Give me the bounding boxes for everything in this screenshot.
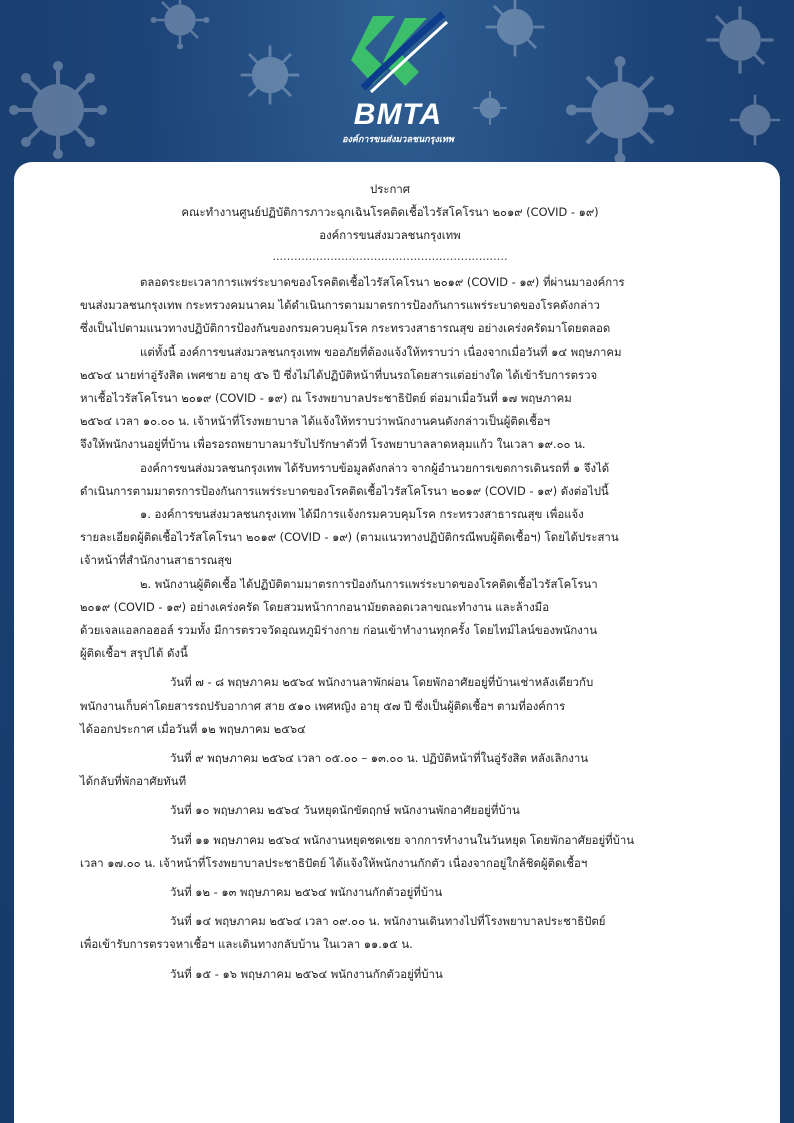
body-paragraph [80,271,700,341]
paragraph-line: หาเชื้อไวรัสโคโรนา ๒๐๑๙ (COVID - ๑๙) ณ โรงพยาบาลประชาธิปัตย์ ต่อมาเมื่อวันที่ ๑๗ พฤษภาคม [80,391,572,406]
timeline-line: ได้ออกประกาศ เมื่อวันที่ ๑๒ พฤษภาคม ๒๕๖๔ [80,721,306,736]
timeline-line: ได้กลับที่พักอาศัยทันที [80,774,187,789]
timeline-entry [80,747,700,793]
timeline-line: วันที่ ๑๐ พฤษภาคม ๒๕๖๔ วันหยุดนักขัตฤกษ์ พนักงานพักอาศัยอยู่ที่บ้าน [170,803,520,818]
paragraph-line: จึงให้พนักงานอยู่ที่บ้าน เพื่อรอรถพยาบาลมารับไปรักษาตัวที่ โรงพยาบาลลาดหลุมแก้ว ในเวลา ๑๙.๐๐ น. [80,437,586,452]
paragraph-line: เจ้าหน้าที่สำนักงานสาธารณสุข [80,553,233,568]
timeline-line: เพื่อเข้ารับการตรวจหาเชื้อฯ และเดินทางกลับบ้าน ในเวลา ๑๑.๑๕ น. [80,937,413,952]
virus-decoration-icon [480,0,550,62]
paragraph-line: องค์การขนส่งมวลชนกรุงเทพ ได้รับทราบข้อมูลดังกล่าว จากผู้อำนวยการเขตการเดินรถที่ ๑ จึงได้ [140,460,610,475]
body-paragraph [80,503,700,573]
virus-decoration-icon [470,88,510,128]
timeline-line: วันที่ ๑๔ พฤษภาคม ๒๕๖๔ เวลา ๐๙.๐๐ น. พนักงานเดินทางไปที่โรงพยาบาลประชาธิปัตย์ [170,914,606,929]
bmta-logo-mark-icon [343,8,453,98]
paragraph-line: ดำเนินการตามมาตรการป้องกันการแพร่ระบาดของโรคติดเชื้อไวรัสโคโรนา ๒๐๑๙ (COVID - ๑๙) ดังต่อไปนี้ [80,483,609,498]
timeline-entry [80,881,700,904]
paragraph-line: ผู้ติดเชื้อฯ สรุปได้ ดังนี้ [80,646,188,661]
timeline-entry [80,829,700,875]
virus-decoration-icon [235,40,305,110]
body-paragraphs [80,271,700,665]
virus-decoration-icon [150,0,210,50]
paragraph-line: ขนส่งมวลชนกรุงเทพ กระทรวงคมนาคม ได้ดำเนินการตามมาตรการป้องกันการแพร่ระบาดของโรคดังกล่าว [80,298,600,313]
paragraph-line: รายละเอียดผู้ติดเชื้อไวรัสโคโรนา ๒๐๑๙ (COVID - ๑๙) (ตามแนวทางปฏิบัติกรณีพบผู้ติดเชื้อฯ) โดยได้ประสาน [80,530,619,545]
body-paragraph [80,341,700,457]
timeline-entry [80,910,700,956]
timeline-entry [80,799,700,822]
virus-decoration-icon [8,60,108,160]
paragraph-line: ๒. พนักงานผู้ติดเชื้อ ได้ปฏิบัติตามมาตรการป้องกันการแพร่ระบาดของโรคติดเชื้อไวรัสโคโรนา [140,576,598,591]
timeline-line: วันที่ ๑๕ - ๑๖ พฤษภาคม ๒๕๖๔ พนักงานกักตัวอยู่ที่บ้าน [170,966,443,981]
paragraph-line: แต่ทั้งนี้ องค์การขนส่งมวลชนกรุงเทพ ขออภัยที่ต้องแจ้งให้ทราบว่า เนื่องจากเมื่อวันที่ ๑๔ พฤษภาคม [140,344,622,359]
timeline-line: พนักงานเก็บค่าโดยสารรถปรับอากาศ สาย ๕๑๐ เพศหญิง อายุ ๕๗ ปี ซึ่งเป็นผู้ติดเชื้อฯ ตามที่องค์การ [80,698,566,713]
timeline-line: วันที่ ๗ - ๘ พฤษภาคม ๒๕๖๔ พนักงานลาพักผ่อน โดยพักอาศัยอยู่ที่บ้านเช่าหลังเดียวกับ [170,675,594,690]
announcement-subtitle: คณะทำงานศูนย์ปฏิบัติการภาวะฉุกเฉินโรคติดเชื้อไวรัสโคโรนา ๒๐๑๙ (COVID - ๑๙) [181,205,599,219]
paragraph-line: ตลอดระยะเวลาการแพร่ระบาดของโรคติดเชื้อไวรัสโคโรนา ๒๐๑๙ (COVID - ๑๙) ที่ผ่านมาองค์การ [140,275,625,289]
announcement-content [80,178,700,986]
timeline-list [80,671,700,985]
paragraph-line: ๒๕๖๔ เวลา ๑๐.๐๐ น. เจ้าหน้าที่โรงพยาบาล ได้แจ้งให้ทราบว่าพนักงานคนดังกล่าวเป็นผู้ติดเชื้อฯ [80,414,551,429]
virus-decoration-icon [725,90,785,150]
announcement-title: ประกาศ [370,182,410,196]
timeline-entry [80,963,700,986]
bmta-logo [338,8,458,148]
virus-decoration-icon [565,55,675,165]
paragraph-line: ๑. องค์การขนส่งมวลชนกรุงเทพ ได้มีการแจ้งกรมควบคุมโรค กระทรวงสาธารณสุข เพื่อแจ้ง [140,507,584,522]
timeline-line: วันที่ ๙ พฤษภาคม ๒๕๖๔ เวลา ๐๕.๐๐ – ๑๓.๐๐ น. ปฏิบัติหน้าที่ในอู่รังสิต หลังเลิกงาน [170,751,589,766]
logo-subtitle: องค์การขนส่งมวลชนกรุงเทพ [342,135,454,145]
paragraph-line: ด้วยเจลแอลกอฮอล์ รวมทั้ง มีการตรวจวัดอุณหภูมิร่างกาย ก่อนเข้าทำงานทุกครั้ง โดยไทม์ไลน์ของพนักงาน [80,623,598,638]
body-paragraph [80,573,700,666]
paragraph-line: ซึ่งเป็นไปตามแนวทางปฏิบัติการป้องกันของกรมควบคุมโรค กระทรวงสาธารณสุข อย่างเคร่งครัดมาโดยตลอด [80,321,611,336]
body-paragraph [80,457,700,503]
paragraph-line: ๒๕๖๔ นายท่าอู่รังสิต เพศชาย อายุ ๕๖ ปี ซึ่งไม่ได้ปฏิบัติหน้าที่บนรถโดยสารแต่อย่างใด ได้เข้ารับการตรวจ [80,367,598,382]
logo-wordmark: BMTA [353,98,443,131]
virus-decoration-icon [700,0,780,80]
timeline-line: วันที่ ๑๑ พฤษภาคม ๒๕๖๔ พนักงานหยุดชดเชย จากการทำงานในวันหยุด โดยพักอาศัยอยู่ที่บ้าน [170,832,635,847]
paragraph-line: ๒๐๑๙ (COVID - ๑๙) อย่างเคร่งครัด โดยสวมหน้ากากอนามัยตลอดเวลาขณะทำงาน และล้างมือ [80,599,550,614]
announcement-organization: องค์การขนส่งมวลชนกรุงเทพ [319,228,461,242]
timeline-entry [80,671,700,741]
header-divider: ................................................................. [272,249,508,263]
timeline-line: เวลา ๑๗.๐๐ น. เจ้าหน้าที่โรงพยาบาลประชาธิปัตย์ ได้แจ้งให้พนักงานกักตัว เนื่องจากอยู่ใกล้ชิดผู้ติดเชื้อฯ [80,855,588,870]
timeline-line: วันที่ ๑๒ - ๑๓ พฤษภาคม ๒๕๖๔ พนักงานกักตัวอยู่ที่บ้าน [170,885,443,900]
